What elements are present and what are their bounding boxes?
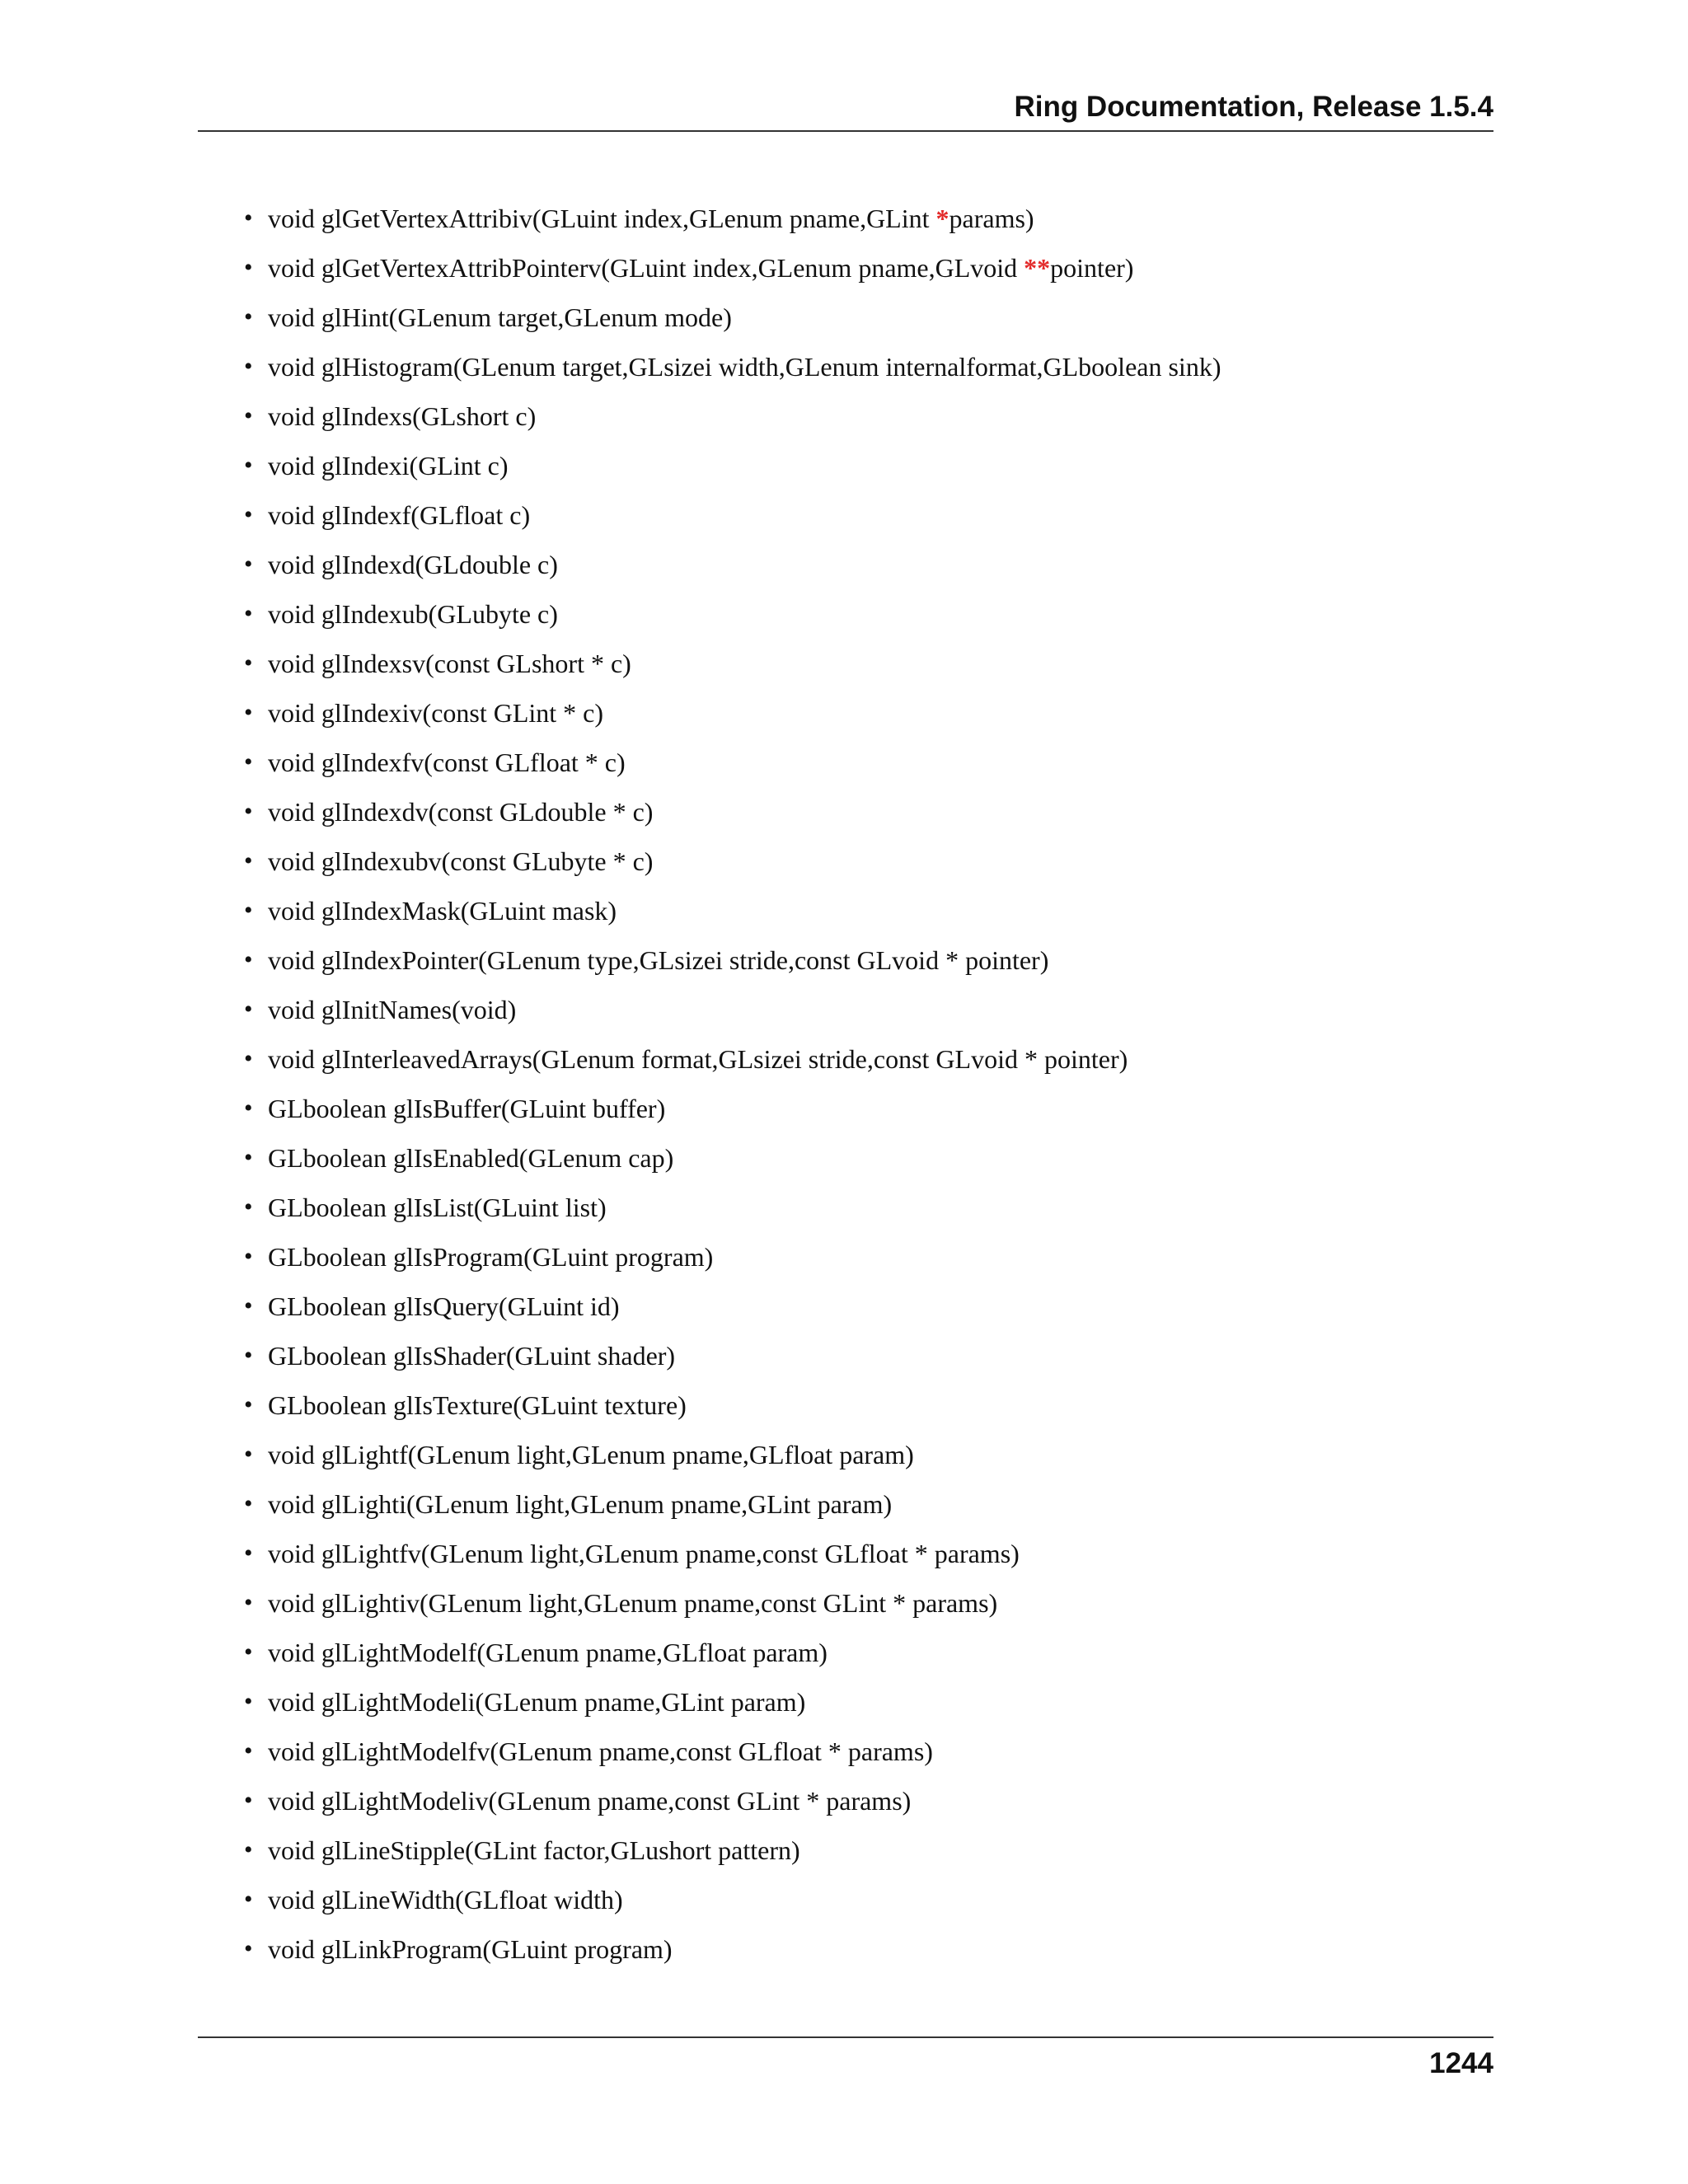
signature-text: void glLighti(GLenum light,GLenum pname,GLint param)	[268, 1488, 893, 1519]
function-signature	[268, 649, 631, 679]
function-signature	[268, 748, 626, 778]
function-signature	[268, 1193, 607, 1223]
list-item	[244, 490, 1221, 540]
bullet-icon: •	[244, 1342, 253, 1369]
function-signature	[268, 1934, 673, 1965]
function-signature	[268, 698, 603, 729]
header-title: Ring Documentation, Release 1.5.4	[1014, 91, 1493, 123]
function-signature	[268, 1489, 892, 1520]
list-item	[244, 985, 1221, 1034]
bullet-icon: •	[244, 1441, 253, 1468]
signature-text: void glInterleavedArrays(GLenum format,GLsizei stride,const GLvoid * pointer)	[268, 1043, 1128, 1074]
function-signature	[268, 846, 653, 877]
function-signature	[268, 896, 617, 926]
bullet-icon: •	[244, 254, 253, 281]
bullet-icon: •	[244, 996, 253, 1023]
function-signature	[268, 1291, 620, 1322]
bullet-icon: •	[244, 353, 253, 380]
bullet-icon: •	[244, 1193, 253, 1221]
signature-text: GLboolean glIsProgram(GLuint program)	[268, 1241, 714, 1272]
footer-rule	[198, 2036, 1493, 2038]
signature-text: void glInitNames(void)	[268, 994, 517, 1024]
bullet-icon: •	[244, 1638, 253, 1666]
signature-text: GLboolean glIsBuffer(GLuint buffer)	[268, 1093, 666, 1123]
bullet-icon: •	[244, 748, 253, 776]
bullet-icon: •	[244, 699, 253, 726]
signature-text: void glLightf(GLenum light,GLenum pname,GLfloat param)	[268, 1439, 914, 1469]
function-signature	[268, 1094, 665, 1124]
list-item	[244, 1529, 1221, 1578]
function-signature	[268, 1835, 800, 1866]
list-item	[244, 1034, 1221, 1084]
signature-text: void glGetVertexAttribPointerv(GLuint index,GLenum pname,GLvoid	[268, 252, 1025, 283]
bullet-icon: •	[244, 402, 253, 429]
bullet-icon: •	[244, 1540, 253, 1567]
signature-text: GLboolean glIsList(GLuint list)	[268, 1192, 607, 1222]
function-signature	[268, 1786, 911, 1816]
bullet-icon: •	[244, 1243, 253, 1270]
function-signature	[268, 1638, 828, 1668]
signature-text: void glIndexdv(const GLdouble * c)	[268, 796, 654, 827]
function-signature	[268, 253, 1133, 284]
function-signature	[268, 500, 530, 531]
header-rule	[198, 130, 1493, 132]
bullet-icon: •	[244, 1787, 253, 1814]
signature-text: void glLightModelf(GLenum pname,GLfloat param)	[268, 1637, 828, 1667]
list-item	[244, 787, 1221, 837]
signature-text: void glIndexf(GLfloat c)	[268, 499, 531, 530]
signature-text: void glIndexub(GLubyte c)	[268, 598, 558, 629]
bullet-icon: •	[244, 847, 253, 874]
signature-text: void glIndexs(GLshort c)	[268, 401, 537, 431]
bullet-icon: •	[244, 649, 253, 677]
signature-text: void glIndexubv(const GLubyte * c)	[268, 846, 654, 876]
list-item	[244, 1677, 1221, 1727]
list-item	[244, 1183, 1221, 1232]
signature-text: GLboolean glIsEnabled(GLenum cap)	[268, 1142, 674, 1173]
signature-text: void glLightfv(GLenum light,GLenum pname,const GLfloat * params)	[268, 1538, 1020, 1568]
signature-text: GLboolean glIsTexture(GLuint texture)	[268, 1390, 687, 1420]
bullet-icon: •	[244, 1292, 253, 1319]
function-signature	[268, 550, 558, 580]
function-signature	[268, 302, 732, 333]
bullet-icon: •	[244, 452, 253, 479]
list-item	[244, 540, 1221, 589]
list-item	[244, 342, 1221, 391]
bullet-icon: •	[244, 1144, 253, 1171]
list-item	[244, 1578, 1221, 1628]
signature-text: void glLineWidth(GLfloat width)	[268, 1884, 623, 1915]
function-signature	[268, 797, 653, 827]
list-item	[244, 738, 1221, 787]
list-item	[244, 1331, 1221, 1380]
list-item	[244, 1084, 1221, 1133]
signature-text: void glHint(GLenum target,GLenum mode)	[268, 302, 732, 332]
function-signature	[268, 599, 558, 630]
function-signature	[268, 352, 1221, 382]
function-signature	[268, 1044, 1128, 1075]
list-item	[244, 1232, 1221, 1282]
function-signature	[268, 204, 1034, 234]
function-signature	[268, 1242, 713, 1272]
bullet-icon: •	[244, 1589, 253, 1616]
list-item	[244, 886, 1221, 935]
bullet-icon: •	[244, 1490, 253, 1517]
list-item	[244, 1133, 1221, 1183]
signature-text: void glHistogram(GLenum target,GLsizei width,GLenum internalformat,GLboolean sink)	[268, 351, 1221, 382]
bullet-icon: •	[244, 1094, 253, 1122]
list-item	[244, 441, 1221, 490]
signature-text: void glIndexiv(const GLint * c)	[268, 697, 604, 728]
list-item	[244, 1380, 1221, 1430]
list-item	[244, 589, 1221, 639]
page-number: 1244	[1429, 2047, 1493, 2079]
function-signature	[268, 451, 508, 481]
list-item	[244, 639, 1221, 688]
signature-text: void glLineStipple(GLint factor,GLushort pattern)	[268, 1835, 800, 1865]
function-list	[244, 194, 1221, 1974]
list-item	[244, 1479, 1221, 1529]
function-signature	[268, 401, 536, 432]
list-item	[244, 1430, 1221, 1479]
function-signature	[268, 1736, 933, 1767]
signature-text: void glIndexi(GLint c)	[268, 450, 509, 480]
list-item	[244, 243, 1221, 293]
list-item	[244, 1776, 1221, 1825]
bullet-icon: •	[244, 1688, 253, 1715]
function-signature	[268, 1539, 1020, 1569]
bullet-icon: •	[244, 1737, 253, 1765]
bullet-icon: •	[244, 204, 253, 232]
function-signature	[268, 1588, 997, 1619]
bullet-icon: •	[244, 798, 253, 825]
signature-text: void glIndexd(GLdouble c)	[268, 549, 558, 579]
list-item	[244, 1282, 1221, 1331]
bullet-icon: •	[244, 1391, 253, 1418]
bullet-icon: •	[244, 1935, 253, 1962]
list-item	[244, 935, 1221, 985]
function-signature	[268, 1143, 673, 1174]
bullet-icon: •	[244, 946, 253, 973]
bullet-icon: •	[244, 897, 253, 924]
signature-text: void glLightModeli(GLenum pname,GLint param)	[268, 1686, 806, 1717]
list-item	[244, 688, 1221, 738]
bullet-icon: •	[244, 303, 253, 330]
signature-text: void glIndexsv(const GLshort * c)	[268, 648, 631, 678]
signature-text: void glLightModeliv(GLenum pname,const GLint * params)	[268, 1785, 912, 1816]
signature-text-tail: pointer)	[1050, 252, 1134, 283]
signature-text: void glIndexfv(const GLfloat * c)	[268, 747, 626, 777]
list-item	[244, 1875, 1221, 1924]
pointer-marker: **	[1024, 252, 1051, 283]
bullet-icon: •	[244, 501, 253, 528]
function-signature	[268, 995, 516, 1025]
list-item	[244, 1628, 1221, 1677]
bullet-icon: •	[244, 1886, 253, 1913]
function-signature	[268, 1390, 687, 1421]
signature-text: void glIndexMask(GLuint mask)	[268, 895, 617, 926]
function-signature	[268, 1885, 623, 1915]
bullet-icon: •	[244, 1045, 253, 1072]
list-item	[244, 837, 1221, 886]
signature-text: GLboolean glIsQuery(GLuint id)	[268, 1291, 620, 1321]
function-signature	[268, 945, 1048, 976]
pointer-marker: *	[935, 203, 950, 233]
list-item	[244, 391, 1221, 441]
list-item	[244, 1825, 1221, 1875]
signature-text: void glGetVertexAttribiv(GLuint index,GLenum pname,GLint	[268, 203, 936, 233]
signature-text: void glLightModelfv(GLenum pname,const GLfloat * params)	[268, 1736, 933, 1766]
signature-text: void glLinkProgram(GLuint program)	[268, 1933, 673, 1964]
function-signature	[268, 1440, 914, 1470]
signature-text: GLboolean glIsShader(GLuint shader)	[268, 1340, 676, 1371]
function-signature	[268, 1341, 675, 1371]
signature-text-tail: params)	[949, 203, 1034, 233]
list-item	[244, 1727, 1221, 1776]
signature-text: void glIndexPointer(GLenum type,GLsizei stride,const GLvoid * pointer)	[268, 944, 1049, 975]
list-item	[244, 293, 1221, 342]
signature-text: void glLightiv(GLenum light,GLenum pname,const GLint * params)	[268, 1587, 998, 1618]
bullet-icon: •	[244, 551, 253, 578]
bullet-icon: •	[244, 600, 253, 627]
function-signature	[268, 1687, 805, 1718]
bullet-icon: •	[244, 1836, 253, 1863]
list-item	[244, 194, 1221, 243]
list-item	[244, 1924, 1221, 1974]
